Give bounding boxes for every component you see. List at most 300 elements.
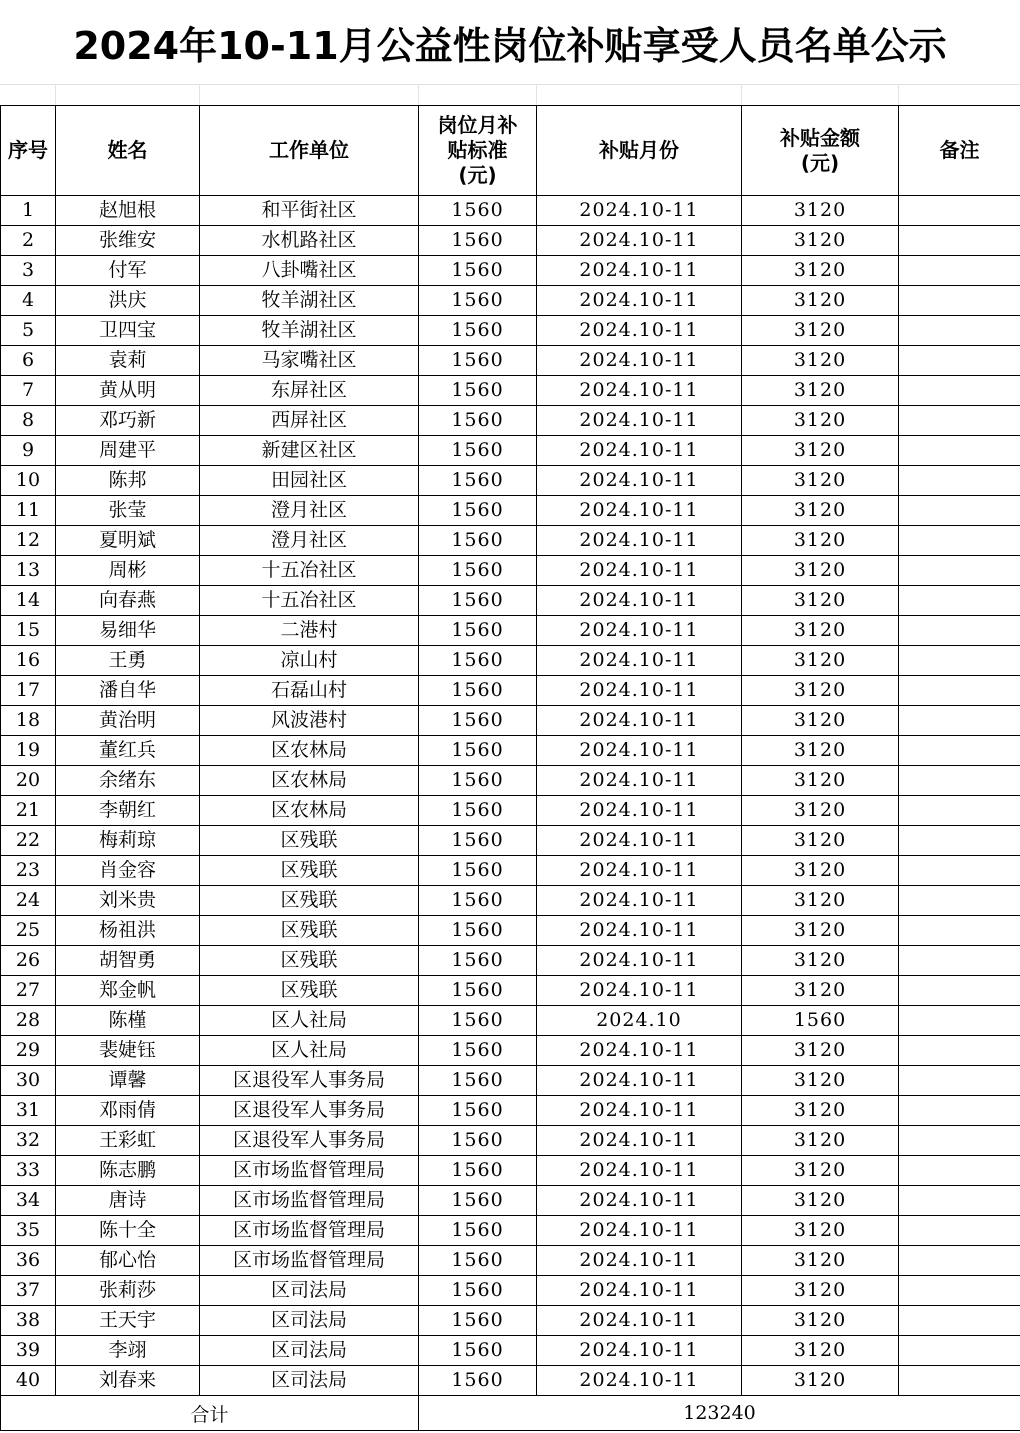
cell-amount[interactable]: 3120 <box>742 946 899 976</box>
cell-unit[interactable]: 区残联 <box>200 916 419 946</box>
cell-seq[interactable]: 23 <box>1 856 56 886</box>
cell-remark[interactable] <box>899 676 1020 706</box>
cell-month[interactable]: 2024.10-11 <box>537 1306 742 1336</box>
cell-remark[interactable] <box>899 256 1020 286</box>
cell-seq[interactable]: 11 <box>1 496 56 526</box>
cell-name[interactable]: 张莉莎 <box>56 1276 200 1306</box>
cell-amount[interactable]: 3120 <box>742 886 899 916</box>
total-value[interactable]: 123240 <box>419 1396 1020 1431</box>
cell-name[interactable]: 王勇 <box>56 646 200 676</box>
cell-month[interactable]: 2024.10-11 <box>537 1216 742 1246</box>
cell-amount[interactable]: 3120 <box>742 526 899 556</box>
cell-name[interactable]: 唐诗 <box>56 1186 200 1216</box>
cell-remark[interactable] <box>899 376 1020 406</box>
cell-name[interactable]: 裴婕钰 <box>56 1036 200 1066</box>
cell-name[interactable]: 余绪东 <box>56 766 200 796</box>
cell-standard[interactable]: 1560 <box>419 436 537 466</box>
cell-unit[interactable]: 区人社局 <box>200 1036 419 1066</box>
cell-amount[interactable]: 3120 <box>742 196 899 226</box>
cell-unit[interactable]: 区司法局 <box>200 1306 419 1336</box>
cell-unit[interactable]: 澄月社区 <box>200 526 419 556</box>
cell-name[interactable]: 洪庆 <box>56 286 200 316</box>
cell-standard[interactable]: 1560 <box>419 466 537 496</box>
cell-amount[interactable]: 3120 <box>742 676 899 706</box>
cell-remark[interactable] <box>899 1066 1020 1096</box>
cell-amount[interactable]: 3120 <box>742 976 899 1006</box>
cell-remark[interactable] <box>899 976 1020 1006</box>
cell-standard[interactable]: 1560 <box>419 316 537 346</box>
cell-month[interactable]: 2024.10-11 <box>537 646 742 676</box>
table-row <box>1 406 1020 436</box>
cell-name[interactable]: 付军 <box>56 256 200 286</box>
cell-amount[interactable]: 3120 <box>742 616 899 646</box>
cell-unit[interactable]: 区市场监督管理局 <box>200 1186 419 1216</box>
cell-standard[interactable]: 1560 <box>419 1096 537 1126</box>
cell-name[interactable]: 袁莉 <box>56 346 200 376</box>
cell-remark[interactable] <box>899 796 1020 826</box>
cell-name[interactable]: 梅莉琼 <box>56 826 200 856</box>
cell-unit[interactable]: 区市场监督管理局 <box>200 1246 419 1276</box>
cell-name[interactable]: 郑金帆 <box>56 976 200 1006</box>
cell-standard[interactable]: 1560 <box>419 1366 537 1396</box>
cell-seq[interactable]: 35 <box>1 1216 56 1246</box>
cell-unit[interactable]: 区残联 <box>200 856 419 886</box>
cell-amount[interactable]: 3120 <box>742 1096 899 1126</box>
cell-name[interactable]: 陈十全 <box>56 1216 200 1246</box>
cell-amount[interactable]: 3120 <box>742 346 899 376</box>
cell-standard[interactable]: 1560 <box>419 586 537 616</box>
cell-amount[interactable]: 3120 <box>742 1126 899 1156</box>
cell-month[interactable]: 2024.10-11 <box>537 256 742 286</box>
cell-name[interactable]: 张维安 <box>56 226 200 256</box>
cell-month[interactable]: 2024.10-11 <box>537 616 742 646</box>
cell-remark[interactable] <box>899 706 1020 736</box>
cell-unit[interactable]: 和平街社区 <box>200 196 419 226</box>
cell-seq[interactable]: 32 <box>1 1126 56 1156</box>
cell-remark[interactable] <box>899 406 1020 436</box>
header-name[interactable]: 姓名 <box>56 106 200 196</box>
cell-name[interactable]: 夏明斌 <box>56 526 200 556</box>
cell-seq[interactable]: 6 <box>1 346 56 376</box>
cell-standard[interactable]: 1560 <box>419 1276 537 1306</box>
spreadsheet-spacer-row <box>0 84 1020 105</box>
cell-amount[interactable]: 3120 <box>742 796 899 826</box>
cell-name[interactable]: 陈槿 <box>56 1006 200 1036</box>
cell-name[interactable]: 黄治明 <box>56 706 200 736</box>
cell-seq[interactable]: 29 <box>1 1036 56 1066</box>
cell-remark[interactable] <box>899 1156 1020 1186</box>
cell-remark[interactable] <box>899 1186 1020 1216</box>
cell-unit[interactable]: 区残联 <box>200 976 419 1006</box>
table-row <box>1 1336 1020 1366</box>
cell-remark[interactable] <box>899 1336 1020 1366</box>
table-body <box>1 196 1020 1396</box>
cell-remark[interactable] <box>899 1276 1020 1306</box>
table-row <box>1 466 1020 496</box>
cell-name[interactable]: 向春燕 <box>56 586 200 616</box>
cell-amount[interactable]: 3120 <box>742 466 899 496</box>
cell-unit[interactable]: 澄月社区 <box>200 496 419 526</box>
cell-standard[interactable]: 1560 <box>419 256 537 286</box>
cell-seq[interactable]: 38 <box>1 1306 56 1336</box>
cell-amount[interactable]: 3120 <box>742 226 899 256</box>
cell-unit[interactable]: 十五冶社区 <box>200 586 419 616</box>
cell-name[interactable]: 王天宇 <box>56 1306 200 1336</box>
cell-remark[interactable] <box>899 1126 1020 1156</box>
header-amount[interactable] <box>742 106 899 196</box>
cell-month[interactable]: 2024.10-11 <box>537 736 742 766</box>
cell-standard[interactable]: 1560 <box>419 1186 537 1216</box>
gridline <box>418 85 419 105</box>
cell-seq[interactable]: 17 <box>1 676 56 706</box>
cell-seq[interactable]: 34 <box>1 1186 56 1216</box>
header-standard[interactable] <box>419 106 537 196</box>
cell-unit[interactable]: 八卦嘴社区 <box>200 256 419 286</box>
table-row <box>1 316 1020 346</box>
cell-month[interactable]: 2024.10-11 <box>537 496 742 526</box>
cell-remark[interactable] <box>899 496 1020 526</box>
cell-remark[interactable] <box>899 466 1020 496</box>
cell-amount[interactable]: 3120 <box>742 826 899 856</box>
cell-remark[interactable] <box>899 886 1020 916</box>
cell-name[interactable]: 王彩虹 <box>56 1126 200 1156</box>
cell-seq[interactable]: 10 <box>1 466 56 496</box>
cell-amount[interactable]: 3120 <box>742 646 899 676</box>
cell-unit[interactable]: 东屏社区 <box>200 376 419 406</box>
cell-seq[interactable]: 15 <box>1 616 56 646</box>
cell-name[interactable]: 李翊 <box>56 1336 200 1366</box>
cell-standard[interactable]: 1560 <box>419 796 537 826</box>
cell-unit[interactable]: 区农林局 <box>200 736 419 766</box>
cell-standard[interactable]: 1560 <box>419 616 537 646</box>
cell-name[interactable]: 郁心怡 <box>56 1246 200 1276</box>
cell-standard[interactable]: 1560 <box>419 766 537 796</box>
cell-name[interactable]: 黄从明 <box>56 376 200 406</box>
cell-month[interactable]: 2024.10-11 <box>537 346 742 376</box>
cell-seq[interactable]: 2 <box>1 226 56 256</box>
cell-standard[interactable]: 1560 <box>419 1306 537 1336</box>
cell-month[interactable]: 2024.10-11 <box>537 946 742 976</box>
cell-remark[interactable] <box>899 1306 1020 1336</box>
cell-standard[interactable]: 1560 <box>419 226 537 256</box>
cell-standard[interactable]: 1560 <box>419 376 537 406</box>
cell-month[interactable]: 2024.10-11 <box>537 1246 742 1276</box>
cell-name[interactable]: 董红兵 <box>56 736 200 766</box>
cell-amount[interactable]: 3120 <box>742 1156 899 1186</box>
cell-seq[interactable]: 30 <box>1 1066 56 1096</box>
cell-seq[interactable]: 21 <box>1 796 56 826</box>
table-row <box>1 766 1020 796</box>
cell-amount[interactable]: 3120 <box>742 316 899 346</box>
cell-month[interactable]: 2024.10 <box>537 1006 742 1036</box>
cell-month[interactable]: 2024.10-11 <box>537 976 742 1006</box>
cell-standard[interactable]: 1560 <box>419 1006 537 1036</box>
cell-amount[interactable]: 3120 <box>742 736 899 766</box>
cell-unit[interactable]: 田园社区 <box>200 466 419 496</box>
header-month[interactable]: 补贴月份 <box>537 106 742 196</box>
cell-standard[interactable]: 1560 <box>419 1066 537 1096</box>
cell-seq[interactable]: 26 <box>1 946 56 976</box>
cell-seq[interactable]: 36 <box>1 1246 56 1276</box>
cell-month[interactable]: 2024.10-11 <box>537 1126 742 1156</box>
cell-amount[interactable]: 3120 <box>742 766 899 796</box>
cell-standard[interactable]: 1560 <box>419 556 537 586</box>
cell-seq[interactable]: 13 <box>1 556 56 586</box>
cell-standard[interactable]: 1560 <box>419 976 537 1006</box>
cell-amount[interactable]: 3120 <box>742 286 899 316</box>
cell-amount[interactable]: 3120 <box>742 706 899 736</box>
cell-amount[interactable]: 3120 <box>742 406 899 436</box>
cell-month[interactable]: 2024.10-11 <box>537 856 742 886</box>
cell-name[interactable]: 周彬 <box>56 556 200 586</box>
header-unit[interactable]: 工作单位 <box>200 106 419 196</box>
cell-standard[interactable]: 1560 <box>419 676 537 706</box>
cell-remark[interactable] <box>899 316 1020 346</box>
cell-unit[interactable]: 区农林局 <box>200 796 419 826</box>
cell-standard[interactable]: 1560 <box>419 496 537 526</box>
cell-name[interactable]: 邓巧新 <box>56 406 200 436</box>
cell-unit[interactable]: 区司法局 <box>200 1336 419 1366</box>
cell-remark[interactable] <box>899 586 1020 616</box>
cell-standard[interactable]: 1560 <box>419 826 537 856</box>
cell-standard[interactable]: 1560 <box>419 646 537 676</box>
cell-unit[interactable]: 区退役军人事务局 <box>200 1096 419 1126</box>
cell-month[interactable]: 2024.10-11 <box>537 1186 742 1216</box>
cell-month[interactable]: 2024.10-11 <box>537 1366 742 1396</box>
table-header <box>1 106 1020 196</box>
cell-seq[interactable]: 4 <box>1 286 56 316</box>
cell-seq[interactable]: 7 <box>1 376 56 406</box>
table-row <box>1 1096 1020 1126</box>
cell-unit[interactable]: 水机路社区 <box>200 226 419 256</box>
cell-seq[interactable]: 14 <box>1 586 56 616</box>
cell-standard[interactable]: 1560 <box>419 946 537 976</box>
cell-month[interactable]: 2024.10-11 <box>537 1336 742 1366</box>
cell-month[interactable]: 2024.10-11 <box>537 916 742 946</box>
cell-name[interactable]: 刘米贵 <box>56 886 200 916</box>
cell-unit[interactable]: 石磊山村 <box>200 676 419 706</box>
cell-unit[interactable]: 西屏社区 <box>200 406 419 436</box>
cell-month[interactable]: 2024.10-11 <box>537 886 742 916</box>
cell-seq[interactable]: 27 <box>1 976 56 1006</box>
cell-standard[interactable]: 1560 <box>419 856 537 886</box>
cell-seq[interactable]: 5 <box>1 316 56 346</box>
cell-amount[interactable]: 3120 <box>742 1246 899 1276</box>
cell-seq[interactable]: 25 <box>1 916 56 946</box>
cell-seq[interactable]: 24 <box>1 886 56 916</box>
cell-remark[interactable] <box>899 1036 1020 1066</box>
cell-seq[interactable]: 40 <box>1 1366 56 1396</box>
cell-amount[interactable]: 3120 <box>742 1216 899 1246</box>
cell-seq[interactable]: 19 <box>1 736 56 766</box>
cell-seq[interactable]: 39 <box>1 1336 56 1366</box>
cell-seq[interactable]: 28 <box>1 1006 56 1036</box>
cell-name[interactable]: 潘自华 <box>56 676 200 706</box>
cell-month[interactable]: 2024.10-11 <box>537 766 742 796</box>
cell-amount[interactable]: 3120 <box>742 1186 899 1216</box>
cell-amount[interactable]: 3120 <box>742 436 899 466</box>
cell-unit[interactable]: 区人社局 <box>200 1006 419 1036</box>
cell-month[interactable]: 2024.10-11 <box>537 376 742 406</box>
cell-seq[interactable]: 12 <box>1 526 56 556</box>
cell-seq[interactable]: 9 <box>1 436 56 466</box>
cell-standard[interactable]: 1560 <box>419 196 537 226</box>
cell-remark[interactable] <box>899 766 1020 796</box>
cell-name[interactable]: 陈邦 <box>56 466 200 496</box>
cell-remark[interactable] <box>899 346 1020 376</box>
cell-month[interactable]: 2024.10-11 <box>537 826 742 856</box>
cell-seq[interactable]: 3 <box>1 256 56 286</box>
cell-standard[interactable]: 1560 <box>419 1156 537 1186</box>
cell-standard[interactable]: 1560 <box>419 406 537 436</box>
cell-month[interactable]: 2024.10-11 <box>537 1276 742 1306</box>
cell-month[interactable]: 2024.10-11 <box>537 676 742 706</box>
cell-seq[interactable]: 37 <box>1 1276 56 1306</box>
cell-seq[interactable]: 20 <box>1 766 56 796</box>
cell-standard[interactable]: 1560 <box>419 1216 537 1246</box>
cell-unit[interactable]: 风波港村 <box>200 706 419 736</box>
cell-name[interactable]: 周建平 <box>56 436 200 466</box>
cell-name[interactable]: 谭馨 <box>56 1066 200 1096</box>
cell-standard[interactable]: 1560 <box>419 916 537 946</box>
cell-name[interactable]: 邓雨倩 <box>56 1096 200 1126</box>
cell-remark[interactable] <box>899 826 1020 856</box>
cell-month[interactable]: 2024.10-11 <box>537 796 742 826</box>
cell-month[interactable]: 2024.10-11 <box>537 706 742 736</box>
cell-standard[interactable]: 1560 <box>419 286 537 316</box>
cell-unit[interactable]: 二港村 <box>200 616 419 646</box>
cell-name[interactable]: 张莹 <box>56 496 200 526</box>
cell-amount[interactable]: 3120 <box>742 1276 899 1306</box>
cell-remark[interactable] <box>899 946 1020 976</box>
cell-name[interactable]: 陈志鹏 <box>56 1156 200 1186</box>
cell-seq[interactable]: 18 <box>1 706 56 736</box>
cell-name[interactable]: 胡智勇 <box>56 946 200 976</box>
cell-unit[interactable]: 区市场监督管理局 <box>200 1216 419 1246</box>
cell-unit[interactable]: 区退役军人事务局 <box>200 1066 419 1096</box>
cell-standard[interactable]: 1560 <box>419 1336 537 1366</box>
cell-remark[interactable] <box>899 646 1020 676</box>
cell-standard[interactable]: 1560 <box>419 706 537 736</box>
cell-seq[interactable]: 33 <box>1 1156 56 1186</box>
cell-name[interactable]: 卫四宝 <box>56 316 200 346</box>
cell-standard[interactable]: 1560 <box>419 736 537 766</box>
cell-unit[interactable]: 凉山村 <box>200 646 419 676</box>
header-remark[interactable]: 备注 <box>899 106 1020 196</box>
cell-amount[interactable]: 3120 <box>742 1036 899 1066</box>
cell-name[interactable]: 易细华 <box>56 616 200 646</box>
cell-month[interactable]: 2024.10-11 <box>537 1066 742 1096</box>
cell-amount[interactable]: 3120 <box>742 376 899 406</box>
cell-month[interactable]: 2024.10-11 <box>537 1156 742 1186</box>
cell-month[interactable]: 2024.10-11 <box>537 316 742 346</box>
cell-seq[interactable]: 16 <box>1 646 56 676</box>
cell-remark[interactable] <box>899 556 1020 586</box>
cell-month[interactable]: 2024.10-11 <box>537 286 742 316</box>
cell-seq[interactable]: 31 <box>1 1096 56 1126</box>
cell-name[interactable]: 杨祖洪 <box>56 916 200 946</box>
cell-month[interactable]: 2024.10-11 <box>537 1096 742 1126</box>
cell-remark[interactable] <box>899 196 1020 226</box>
cell-unit[interactable]: 区农林局 <box>200 766 419 796</box>
cell-standard[interactable]: 1560 <box>419 1246 537 1276</box>
cell-unit[interactable]: 区残联 <box>200 946 419 976</box>
cell-standard[interactable]: 1560 <box>419 526 537 556</box>
cell-month[interactable]: 2024.10-11 <box>537 1036 742 1066</box>
cell-amount[interactable]: 3120 <box>742 916 899 946</box>
cell-amount[interactable]: 3120 <box>742 1306 899 1336</box>
cell-remark[interactable] <box>899 526 1020 556</box>
cell-amount[interactable]: 3120 <box>742 556 899 586</box>
cell-seq[interactable]: 1 <box>1 196 56 226</box>
cell-month[interactable]: 2024.10-11 <box>537 526 742 556</box>
cell-month[interactable]: 2024.10-11 <box>537 406 742 436</box>
cell-amount[interactable]: 3120 <box>742 256 899 286</box>
cell-unit[interactable]: 牧羊湖社区 <box>200 316 419 346</box>
cell-amount[interactable]: 3120 <box>742 1066 899 1096</box>
cell-standard[interactable]: 1560 <box>419 1126 537 1156</box>
cell-remark[interactable] <box>899 1006 1020 1036</box>
cell-amount[interactable]: 3120 <box>742 586 899 616</box>
cell-unit[interactable]: 区市场监督管理局 <box>200 1156 419 1186</box>
cell-name[interactable]: 李朝红 <box>56 796 200 826</box>
cell-month[interactable]: 2024.10-11 <box>537 586 742 616</box>
cell-unit[interactable]: 马家嘴社区 <box>200 346 419 376</box>
cell-standard[interactable]: 1560 <box>419 346 537 376</box>
cell-remark[interactable] <box>899 436 1020 466</box>
cell-month[interactable]: 2024.10-11 <box>537 466 742 496</box>
cell-seq[interactable]: 8 <box>1 406 56 436</box>
cell-amount[interactable]: 1560 <box>742 1006 899 1036</box>
cell-unit[interactable]: 十五冶社区 <box>200 556 419 586</box>
cell-remark[interactable] <box>899 916 1020 946</box>
cell-amount[interactable]: 3120 <box>742 496 899 526</box>
cell-remark[interactable] <box>899 616 1020 646</box>
cell-remark[interactable] <box>899 856 1020 886</box>
cell-standard[interactable]: 1560 <box>419 1036 537 1066</box>
cell-unit[interactable]: 区残联 <box>200 826 419 856</box>
cell-unit[interactable]: 区司法局 <box>200 1366 419 1396</box>
cell-remark[interactable] <box>899 1096 1020 1126</box>
cell-unit[interactable]: 区残联 <box>200 886 419 916</box>
header-seq[interactable]: 序号 <box>1 106 56 196</box>
cell-name[interactable]: 肖金容 <box>56 856 200 886</box>
table-row <box>1 586 1020 616</box>
cell-remark[interactable] <box>899 1366 1020 1396</box>
cell-amount[interactable]: 3120 <box>742 856 899 886</box>
cell-amount[interactable]: 3120 <box>742 1366 899 1396</box>
cell-month[interactable]: 2024.10-11 <box>537 226 742 256</box>
cell-unit[interactable]: 牧羊湖社区 <box>200 286 419 316</box>
cell-unit[interactable]: 区司法局 <box>200 1276 419 1306</box>
cell-month[interactable]: 2024.10-11 <box>537 196 742 226</box>
cell-amount[interactable]: 3120 <box>742 1336 899 1366</box>
cell-remark[interactable] <box>899 1246 1020 1276</box>
cell-month[interactable]: 2024.10-11 <box>537 556 742 586</box>
cell-name[interactable]: 刘春来 <box>56 1366 200 1396</box>
cell-month[interactable]: 2024.10-11 <box>537 436 742 466</box>
cell-remark[interactable] <box>899 1216 1020 1246</box>
cell-remark[interactable] <box>899 736 1020 766</box>
cell-unit[interactable]: 区退役军人事务局 <box>200 1126 419 1156</box>
cell-standard[interactable]: 1560 <box>419 886 537 916</box>
cell-unit[interactable]: 新建区社区 <box>200 436 419 466</box>
cell-remark[interactable] <box>899 286 1020 316</box>
cell-seq[interactable]: 22 <box>1 826 56 856</box>
total-label[interactable]: 合计 <box>1 1396 419 1431</box>
cell-name[interactable]: 赵旭根 <box>56 196 200 226</box>
cell-remark[interactable] <box>899 226 1020 256</box>
